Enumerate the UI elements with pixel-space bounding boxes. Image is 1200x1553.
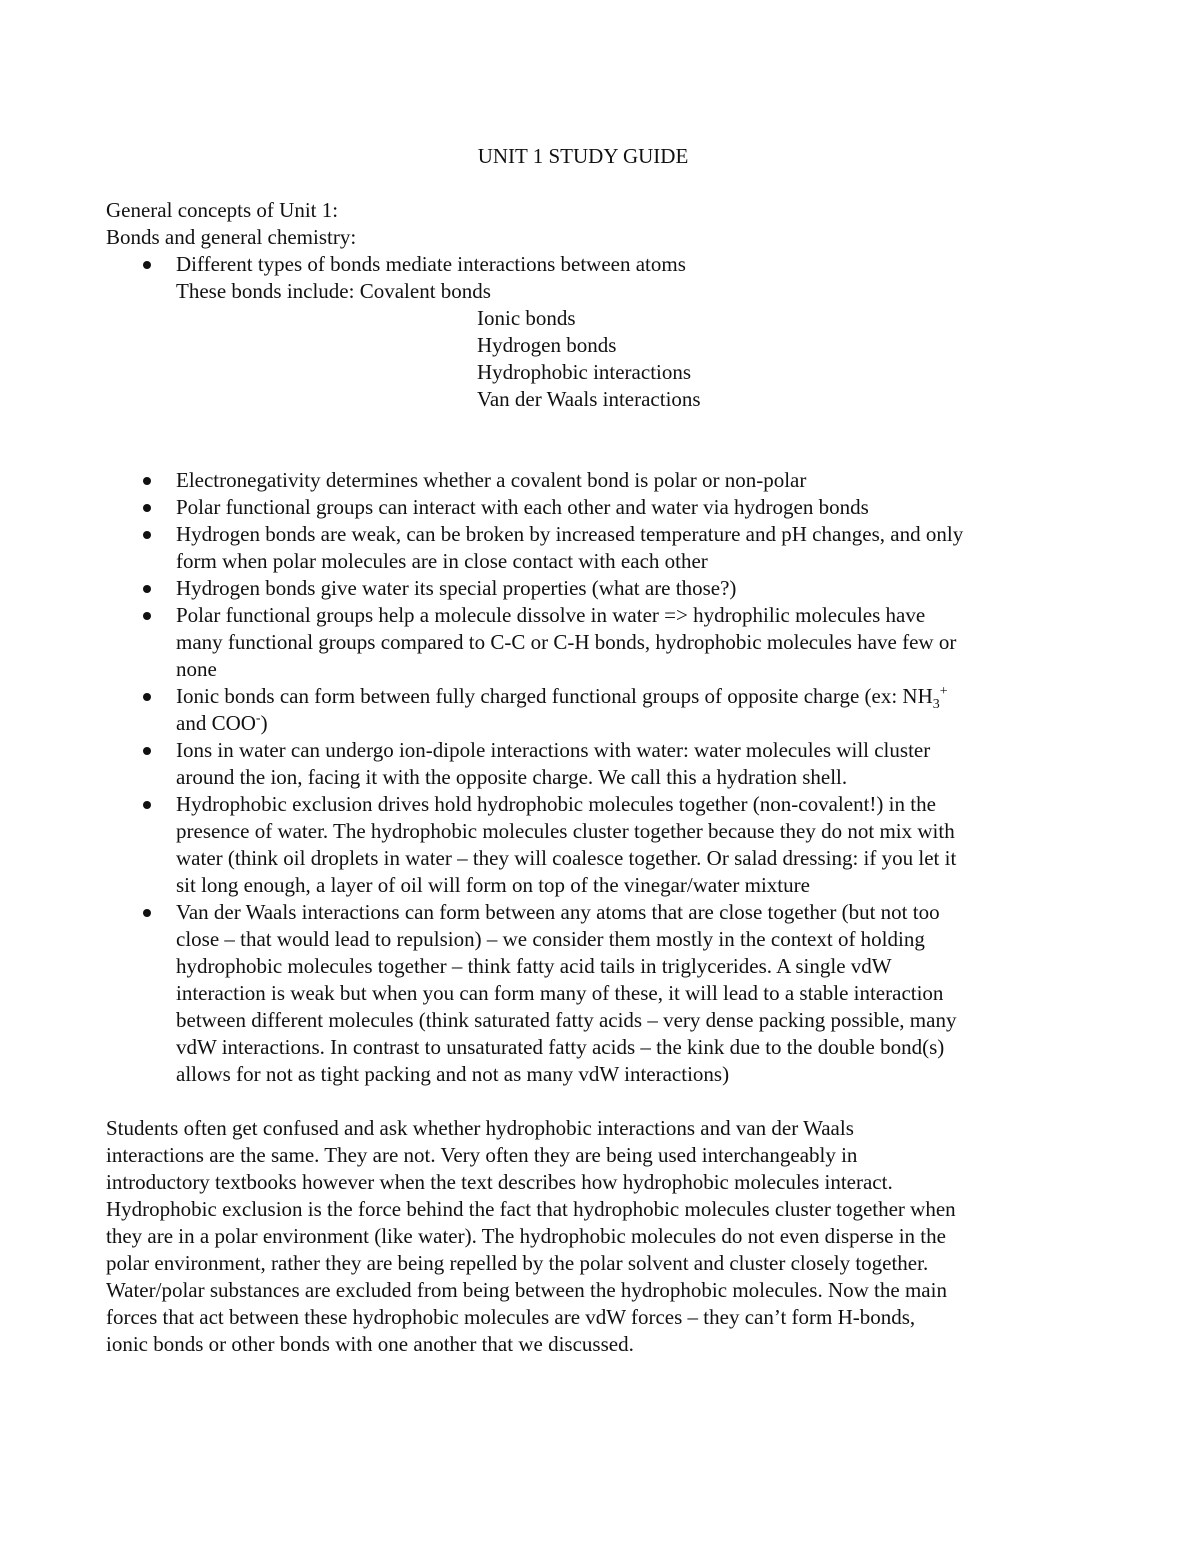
bullet-line: many functional groups compared to C-C or C-H bonds, hydrophobic molecules have few or [176, 630, 957, 654]
bullet-icon [143, 693, 151, 701]
bullet-line: hydrophobic molecules together – think fatty acid tails in triglycerides. A single vdW [176, 954, 892, 978]
paragraph-line: they are in a polar environment (like water). The hydrophobic molecules do not even disperse in the [106, 1224, 946, 1248]
bullet-line: around the ion, facing it with the opposite charge. We call this a hydration shell. [176, 765, 848, 789]
bullet-icon [143, 477, 151, 485]
bullet-line: vdW interactions. In contrast to unsaturated fatty acids – the kink due to the double bond(s) [176, 1035, 945, 1059]
section-heading: Bonds and general chemistry: [106, 225, 357, 249]
bond-types-list [106, 251, 1066, 413]
closing-paragraph [106, 1115, 1066, 1358]
bullet-line: allows for not as tight packing and not as many vdW interactions) [176, 1062, 730, 1086]
bullet-line: water (think oil droplets in water – they will coalesce together. Or salad dressing: if you let it [176, 846, 957, 870]
bullet-icon [143, 747, 151, 755]
ionic-text: ) [260, 711, 268, 735]
list-item [106, 494, 1066, 521]
bullet-line: Polar functional groups help a molecule dissolve in water => hydrophilic molecules have [176, 603, 926, 627]
bullet-line: Electronegativity determines whether a covalent bond is polar or non-polar [176, 468, 807, 492]
subscript: 3 [932, 697, 940, 713]
bond-type-item: Hydrophobic interactions [477, 360, 692, 384]
list-item [106, 683, 1066, 737]
paragraph-line: polar environment, rather they are being repelled by the polar solvent and cluster closely together. [106, 1251, 929, 1275]
concept-list [106, 467, 1066, 1088]
list-item [106, 251, 1066, 413]
superscript: + [939, 684, 948, 699]
bullet-line: Hydrophobic exclusion drives hold hydrophobic molecules together (non-covalent!) in the [176, 792, 936, 816]
bullet-line: Van der Waals interactions can form between any atoms that are close together (but not too [176, 900, 940, 924]
bonds-intro: These bonds include: Covalent bonds [176, 279, 491, 303]
bullet-icon [143, 261, 151, 269]
paragraph-line: Hydrophobic exclusion is the force behind the fact that hydrophobic molecules cluster together when [106, 1197, 956, 1221]
paragraph-line: interactions are the same. They are not. Very often they are being used interchangeably in [106, 1143, 858, 1167]
intro-line: General concepts of Unit 1: [106, 198, 339, 222]
bond-type-item: Hydrogen bonds [477, 333, 617, 357]
document-title: UNIT 1 STUDY GUIDE [477, 144, 689, 168]
bond-type-item: Van der Waals interactions [477, 387, 701, 411]
bullet-line: Hydrogen bonds are weak, can be broken by increased temperature and pH changes, and only [176, 522, 964, 546]
ionic-text: Ionic bonds can form between fully charged functional groups of opposite charge (ex: NH [176, 684, 933, 708]
paragraph-line: forces that act between these hydrophobic molecules are vdW forces – they can’t form H-bonds, [106, 1305, 916, 1329]
bullet-line: Polar functional groups can interact with each other and water via hydrogen bonds [176, 495, 869, 519]
bullet-icon [143, 504, 151, 512]
superscript: - [255, 711, 261, 726]
list-item [106, 521, 1066, 575]
bullet-line: none [176, 657, 217, 681]
bullet-icon [143, 909, 151, 917]
bullet-line: form when polar molecules are in close contact with each other [176, 549, 708, 573]
bullet-line: sit long enough, a layer of oil will form on top of the vinegar/water mixture [176, 873, 810, 897]
bullet-icon [143, 585, 151, 593]
ionic-text: and COO [176, 711, 256, 735]
bullet-line: interaction is weak but when you can form many of these, it will lead to a stable interaction [176, 981, 944, 1005]
bullet-icon [143, 801, 151, 809]
paragraph-line: introductory textbooks however when the text describes how hydrophobic molecules interact. [106, 1170, 893, 1194]
paragraph-line: Water/polar substances are excluded from being between the hydrophobic molecules. Now the main [106, 1278, 947, 1302]
bullet-icon [143, 612, 151, 620]
list-item [106, 467, 1066, 494]
list-item [106, 737, 1066, 791]
document-body [106, 197, 1066, 1358]
list-item [106, 899, 1066, 1088]
list-item [106, 575, 1066, 602]
bullet-line: Different types of bonds mediate interactions between atoms [176, 252, 686, 276]
bullet-line: close – that would lead to repulsion) – we consider them mostly in the context of holding [176, 927, 925, 951]
bullet-icon [143, 531, 151, 539]
bullet-line: Hydrogen bonds give water its special properties (what are those?) [176, 576, 737, 600]
spacer [106, 413, 1066, 467]
list-item [106, 791, 1066, 899]
bullet-line [176, 683, 1066, 713]
bullet-line [176, 710, 1066, 737]
bullet-line: presence of water. The hydrophobic molecules cluster together because they do not mix with [176, 819, 955, 843]
paragraph-line: ionic bonds or other bonds with one another that we discussed. [106, 1332, 634, 1356]
bullet-line: Ions in water can undergo ion-dipole interactions with water: water molecules will cluster [176, 738, 931, 762]
paragraph-line: Students often get confused and ask whether hydrophobic interactions and van der Waals [106, 1116, 854, 1140]
bond-type-item: Ionic bonds [477, 306, 576, 330]
list-item [106, 602, 1066, 683]
bullet-line: between different molecules (think saturated fatty acids – very dense packing possible, many [176, 1008, 957, 1032]
